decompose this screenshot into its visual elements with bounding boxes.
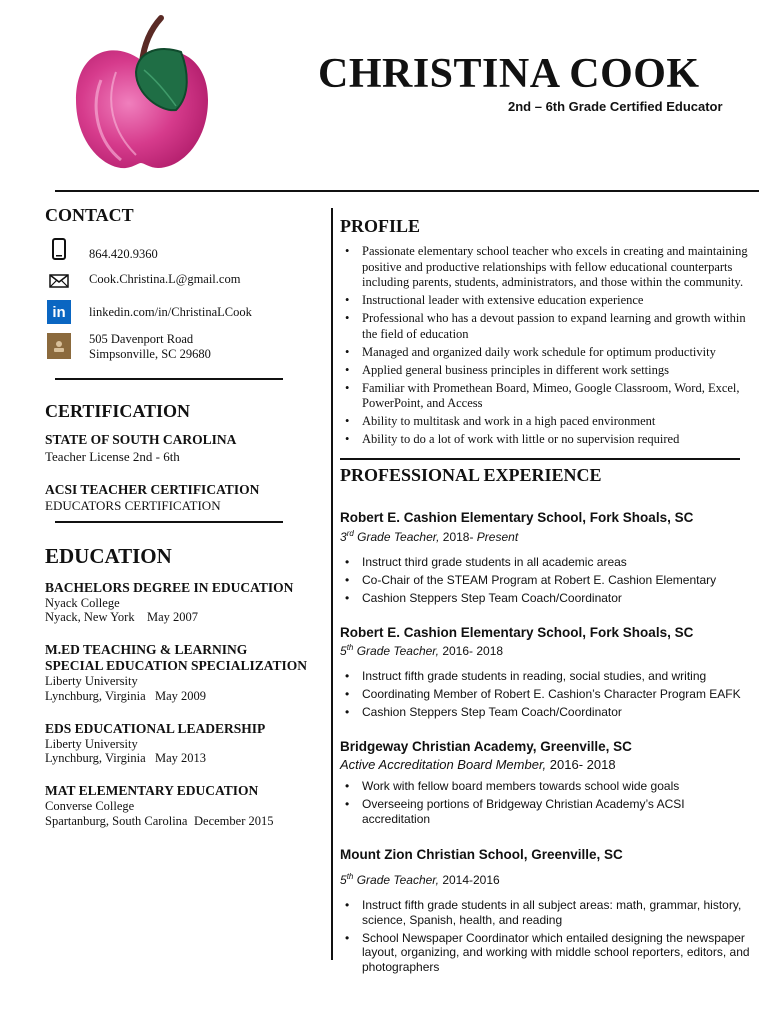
profile-heading: PROFILE — [340, 216, 421, 236]
education-date: December 2015 — [194, 814, 274, 828]
job-employer: Robert E. Cashion Elementary School, Fork Shoals, SC — [340, 625, 694, 640]
profile-bullet: • Professional who has a devout passion to expand learning and growth within the field of education — [340, 311, 760, 342]
education-school: Liberty University — [45, 737, 138, 751]
contact-email[interactable]: Cook.Christina.L@gmail.com — [89, 272, 241, 286]
job-role: Active Accreditation Board Member, 2016- 2018 — [340, 757, 616, 772]
contact-heading: CONTACT — [45, 205, 134, 225]
education-date: May 2013 — [155, 751, 207, 765]
profile-bullet: • Familiar with Promethean Board, Mimeo, Google Classroom, Word, Excel, PowerPoint, and Access — [340, 381, 760, 412]
certification-detail: EDUCATORS CERTIFICATION — [45, 498, 221, 513]
education-location: Spartanburg, South Carolina — [45, 814, 188, 828]
education-specialization: SPECIAL EDUCATION SPECIALIZATION — [45, 658, 308, 673]
education-heading: EDUCATION — [45, 544, 172, 568]
contact-address-line2: Simpsonville, SC 29680 — [89, 347, 211, 361]
job-duties — [340, 555, 765, 609]
job-duty: • Cashion Steppers Step Team Coach/Coordinator — [340, 705, 765, 720]
education-school: Nyack College — [45, 596, 120, 610]
phone-icon — [48, 238, 70, 260]
job-employer: Robert E. Cashion Elementary School, Fork Shoals, SC — [340, 510, 694, 525]
email-icon — [48, 270, 70, 292]
contact-address-line1: 505 Davenport Road — [89, 332, 194, 346]
education-school: Converse College — [45, 799, 135, 813]
education-degree: EDS EDUCATIONAL LEADERSHIP — [45, 721, 266, 736]
job-employer: Bridgeway Christian Academy, Greenville, SC — [340, 739, 632, 754]
certification-heading: CERTIFICATION — [45, 401, 191, 421]
education-degree: BACHELORS DEGREE IN EDUCATION — [45, 580, 294, 595]
candidate-name: CHRISTINA COOK — [318, 51, 700, 97]
job-employer: Mount Zion Christian School, Greenville, SC — [340, 847, 623, 862]
job-duty: • Coordinating Member of Robert E. Cashion’s Character Program EAFK — [340, 687, 765, 702]
job-duty: • Instruct fifth grade students in reading, social studies, and writing — [340, 669, 765, 684]
job-role: 3rd Grade Teacher, 2018- Present — [340, 529, 519, 544]
profile-bullet: • Ability to do a lot of work with little or no supervision required — [340, 432, 760, 448]
apple-logo-icon — [66, 10, 216, 180]
education-location: Lynchburg, Virginia — [45, 751, 146, 765]
profile-bullet: • Passionate elementary school teacher who excels in creating and maintaining positive and productive relationships with fellow educational counterparts including parents, students, administrators, and those within the community. — [340, 244, 760, 291]
certification-divider — [55, 521, 283, 523]
experience-heading: PROFESSIONAL EXPERIENCE — [340, 465, 602, 485]
job-duty: • Instruct fifth grade students in all subject areas: math, grammar, history, science, Spanish, health, and reading — [340, 898, 765, 927]
job-duty: • Instruct third grade students in all academic areas — [340, 555, 765, 570]
profile-bullet: • Instructional leader with extensive education experience — [340, 293, 760, 309]
job-duty: • School Newspaper Coordinator which entailed designing the newspaper layout, organizing, and working with middle school reporters, editors, and photographers — [340, 931, 765, 975]
header-divider — [55, 190, 759, 192]
contact-divider — [55, 378, 283, 380]
education-degree: MAT ELEMENTARY EDUCATION — [45, 783, 259, 798]
contact-linkedin[interactable]: linkedin.com/in/ChristinaLCook — [89, 305, 252, 319]
job-role: 5th Grade Teacher, 2014-2016 — [340, 872, 500, 887]
job-duty: • Work with fellow board members towards school wide goals — [340, 779, 735, 794]
address-book-icon — [47, 333, 71, 359]
column-divider — [331, 208, 333, 960]
job-role: 5th Grade Teacher, 2016- 2018 — [340, 643, 504, 658]
education-school: Liberty University — [45, 674, 138, 688]
job-duties — [340, 779, 735, 830]
profile-list — [340, 244, 760, 450]
job-duty: • Overseeing portions of Bridgeway Christian Academy’s ACSI accreditation — [340, 797, 735, 826]
job-duty: • Co-Chair of the STEAM Program at Robert E. Cashion Elementary — [340, 573, 765, 588]
job-duty: • Cashion Steppers Step Team Coach/Coordinator — [340, 591, 765, 606]
certification-title: ACSI TEACHER CERTIFICATION — [45, 482, 260, 497]
education-date: May 2007 — [147, 610, 199, 624]
contact-phone: 864.420.9360 — [89, 247, 158, 261]
profile-bullet: • Managed and organized daily work schedule for optimum productivity — [340, 345, 760, 361]
education-date: May 2009 — [155, 689, 207, 703]
education-location: Nyack, New York — [45, 610, 135, 624]
certification-detail: Teacher License 2nd - 6th — [45, 449, 180, 464]
profile-bullet: • Ability to multitask and work in a high paced environment — [340, 414, 760, 430]
job-duties — [340, 898, 765, 978]
education-location: Lynchburg, Virginia — [45, 689, 146, 703]
profile-bullet: • Applied general business principles in different work settings — [340, 363, 760, 379]
education-degree: M.ED TEACHING & LEARNING — [45, 642, 248, 657]
job-duties — [340, 669, 765, 723]
profile-divider — [340, 458, 740, 460]
certification-title: STATE OF SOUTH CAROLINA — [45, 432, 237, 447]
candidate-subtitle: 2nd – 6th Grade Certified Educator — [508, 99, 723, 114]
linkedin-icon: in — [47, 300, 71, 324]
